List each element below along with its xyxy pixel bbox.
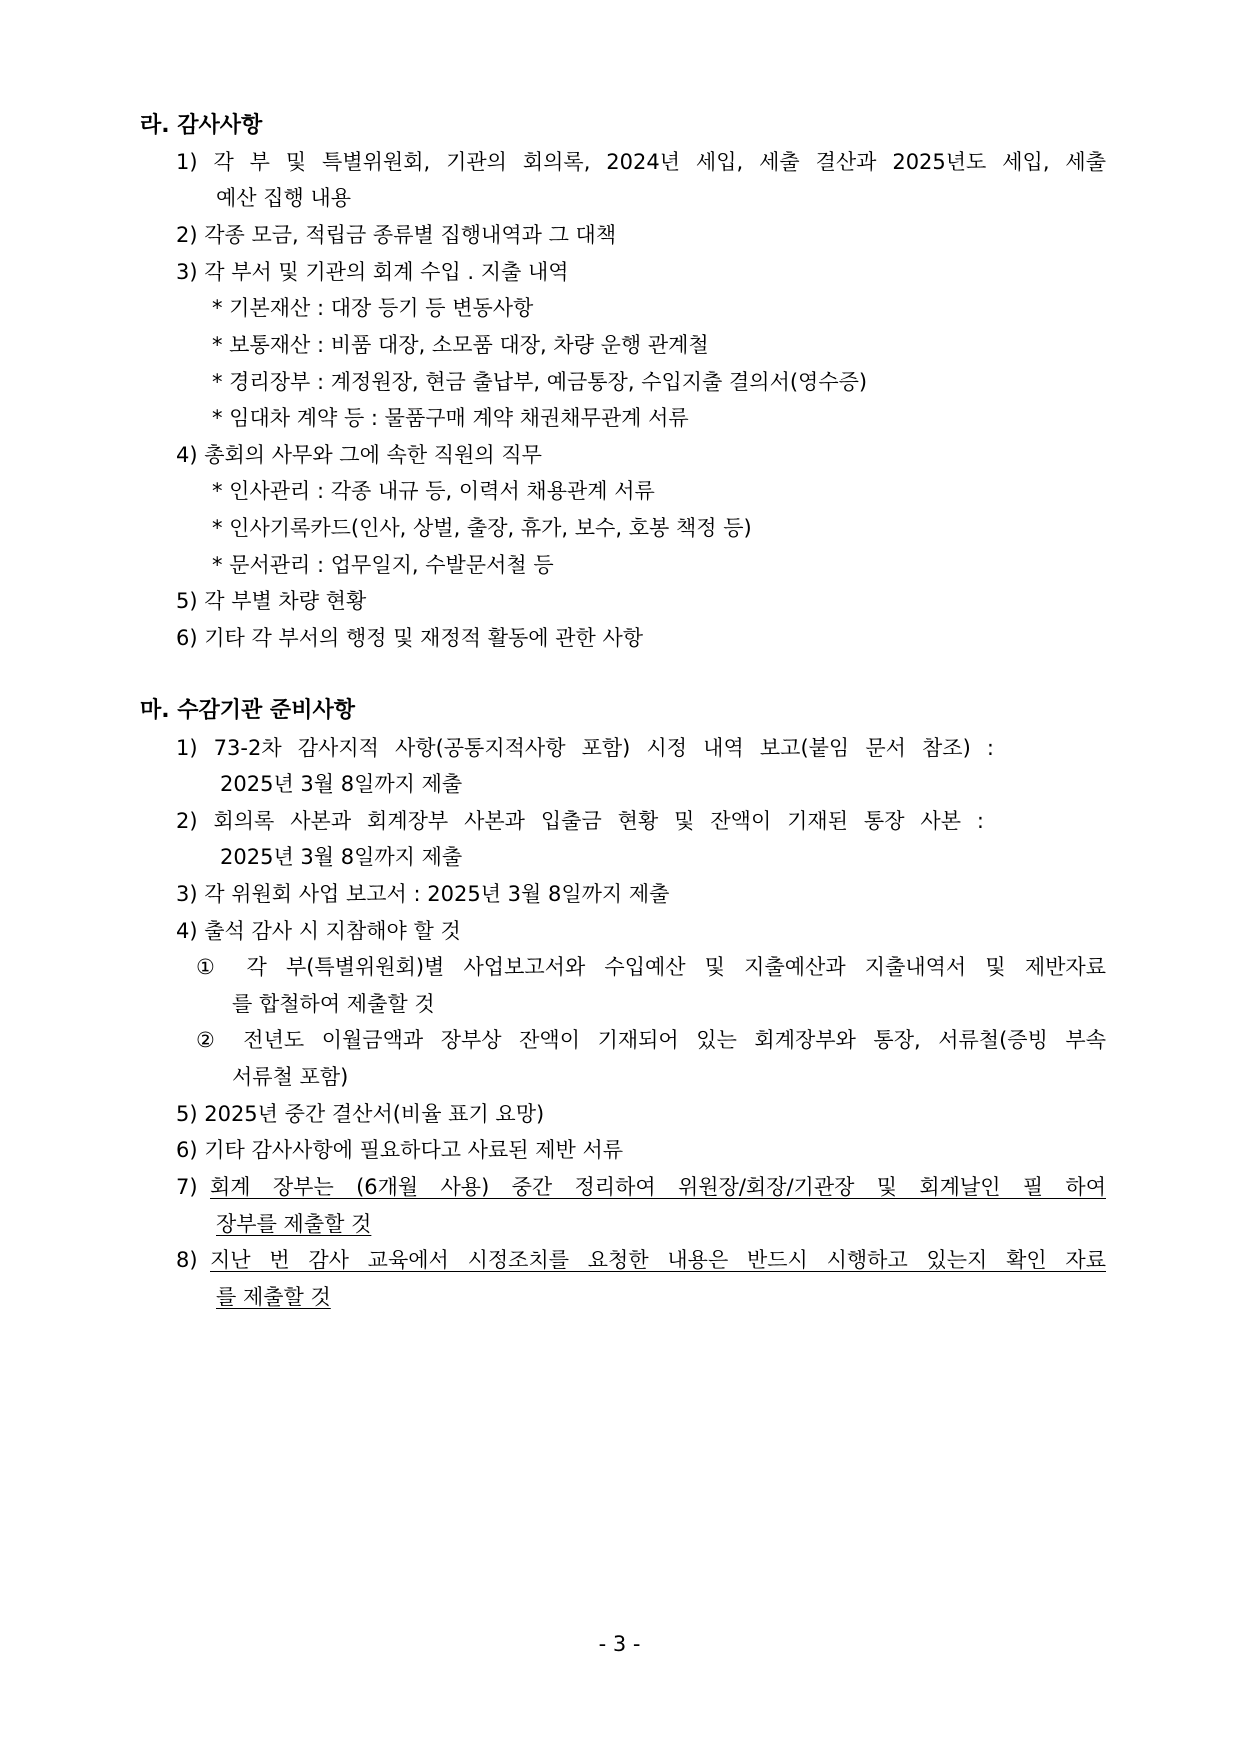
prep-item-4-sub-2-cont: 서류철 포함) bbox=[232, 1065, 349, 1089]
audit-item-1: 1) 각 부 및 특별위원회, 기관의 회의록, 2024년 세입, 세출 결산과 2025년도 세입, 세출 bbox=[176, 150, 1106, 174]
audit-item-2: 2) 각종 모금, 적립금 종류별 집행내역과 그 대책 bbox=[176, 223, 617, 247]
prep-item-2-cont: 2025년 3월 8일까지 제출 bbox=[220, 845, 463, 869]
prep-item-4-sub-1-cont: 를 합철하여 제출할 것 bbox=[232, 992, 435, 1016]
page-number: - 3 - bbox=[598, 1632, 641, 1656]
audit-item-3-bullet-3: * 경리장부 : 계정원장, 현금 출납부, 예금통장, 수입지출 결의서(영수증) bbox=[212, 370, 868, 394]
audit-item-1-cont: 예산 집행 내용 bbox=[216, 186, 352, 210]
prep-item-4-sub-1: ① 각 부(특별위원회)별 사업보고서와 수입예산 및 지출예산과 지출내역서 및 제반자료 bbox=[196, 955, 1106, 979]
audit-item-3-bullet-1: * 기본재산 : 대장 등기 등 변동사항 bbox=[212, 296, 534, 320]
prep-item-2: 2) 회의록 사본과 회계장부 사본과 입출금 현황 및 잔액이 기재된 통장 사본 : bbox=[176, 809, 984, 833]
prep-item-7-number: 7) bbox=[176, 1175, 198, 1199]
audit-item-4-bullet-3: * 문서관리 : 업무일지, 수발문서철 등 bbox=[212, 553, 554, 577]
prep-item-8: 지난 번 감사 교육에서 시정조치를 요청한 내용은 반드시 시행하고 있는지 확인 자료 bbox=[210, 1248, 1106, 1272]
audit-item-5: 5) 각 부별 차량 현황 bbox=[176, 589, 367, 613]
audit-item-3-bullet-2: * 보통재산 : 비품 대장, 소모품 대장, 차량 운행 관계철 bbox=[212, 333, 709, 357]
audit-item-4-bullet-2: * 인사기록카드(인사, 상벌, 출장, 휴가, 보수, 호봉 책정 등) bbox=[212, 516, 752, 540]
prep-item-5: 5) 2025년 중간 결산서(비율 표기 요망) bbox=[176, 1102, 545, 1126]
audit-item-3-bullet-4: * 임대차 계약 등 : 물품구매 계약 채권채무관계 서류 bbox=[212, 406, 689, 430]
prep-item-8-number: 8) bbox=[176, 1248, 198, 1272]
prep-item-4: 4) 출석 감사 시 지참해야 할 것 bbox=[176, 919, 461, 943]
audit-item-4-bullet-1: * 인사관리 : 각종 내규 등, 이력서 채용관계 서류 bbox=[212, 479, 655, 503]
audit-item-4: 4) 총회의 사무와 그에 속한 직원의 직무 bbox=[176, 443, 542, 467]
prep-item-7: 회계 장부는 (6개월 사용) 중간 정리하여 위원장/회장/기관장 및 회계날인 필 하여 bbox=[210, 1175, 1106, 1199]
audit-item-3: 3) 각 부서 및 기관의 회계 수입 . 지출 내역 bbox=[176, 260, 569, 284]
prep-item-8-cont: 를 제출할 것 bbox=[216, 1285, 331, 1309]
section-heading-auditee-preparation: 마. 수감기관 준비사항 bbox=[140, 698, 355, 723]
prep-item-4-sub-2: ② 전년도 이월금액과 장부상 잔액이 기재되어 있는 회계장부와 통장, 서류철(증빙 부속 bbox=[196, 1028, 1106, 1052]
prep-item-1-cont: 2025년 3월 8일까지 제출 bbox=[220, 772, 463, 796]
prep-item-1: 1) 73-2차 감사지적 사항(공통지적사항 포함) 시정 내역 보고(붙임 문서 참조) : bbox=[176, 736, 994, 760]
section-heading-audit-items: 라. 감사사항 bbox=[140, 113, 263, 138]
prep-item-3: 3) 각 위원회 사업 보고서 : 2025년 3월 8일까지 제출 bbox=[176, 882, 670, 906]
audit-item-6: 6) 기타 각 부서의 행정 및 재정적 활동에 관한 사항 bbox=[176, 626, 644, 650]
prep-item-6: 6) 기타 감사사항에 필요하다고 사료된 제반 서류 bbox=[176, 1138, 624, 1162]
prep-item-7-cont: 장부를 제출할 것 bbox=[216, 1212, 372, 1236]
